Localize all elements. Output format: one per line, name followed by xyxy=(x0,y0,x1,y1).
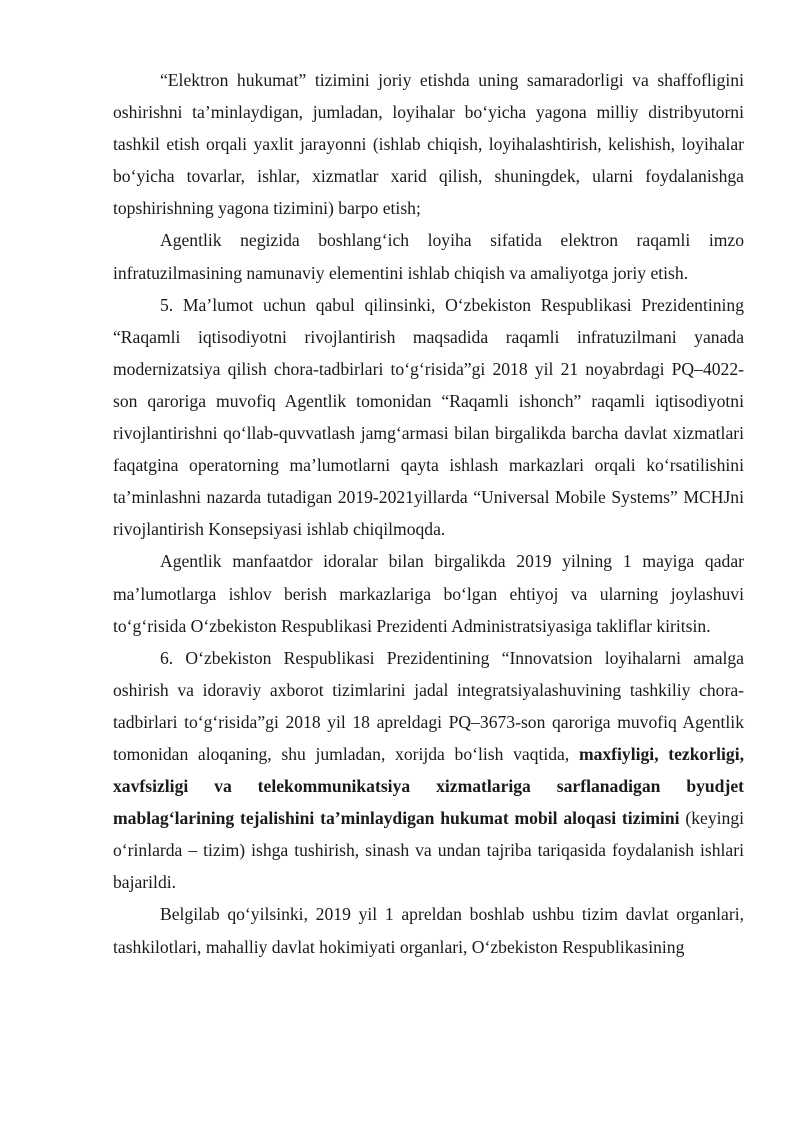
paragraph-data-centers: Agentlik manfaatdor idoralar bilan birgalikda 2019 yilning 1 mayiga qadar ma’lumotlarga ishlov berish markazlariga bo‘lgan ehtiyoj va ularning joylashuvi to‘g‘risida O‘zbekiston Respublikasi Prezidenti Administratsiyasiga takliflar kiritsin. xyxy=(113,551,744,636)
document-page xyxy=(113,64,744,963)
paragraph-item-5: 5. Ma’lumot uchun qabul qilinsinki, O‘zbekiston Respublikasi Prezidentining “Raqamli iqtisodiyotni rivojlantirish maqsadida raqamli infratuzilmani yanada modernizatsiya qilish chora-tadbirlari to‘g‘risida”gi 2018 yil 21 noyabrdagi PQ–4022-son qaroriga muvofiq Agentlik tomonidan “Raqamli ishonch” raqamli iqtisodiyotni rivojlantirishni qo‘llab-quvvatlash jamg‘armasi bilan birgalikda barcha davlat xizmatlari faqatgina operatorning ma’lumotlarni qayta ishlash markazlari orqali ko‘rsatilishini ta’minlashni nazarda tutadigan 2019-2021yillarda “Universal Mobile Systems” MCHJni rivojlantirish Konsepsiyasi ishlab chiqilmoqda. xyxy=(113,294,744,540)
paragraph-item-6 xyxy=(113,642,744,899)
item-6-bold-text: maxfiyligi, tezkorligi, xavfsizligi va telekommunikatsiya xizmatlariga sarflanadigan byudjet mablag‘larining tejalishini ta’minlaydigan hukumat mobil aloqasi tizimini xyxy=(113,743,744,829)
paragraph-digital-signature: Agentlik negizida boshlang‘ich loyiha sifatida elektron raqamli imzo infratuzilmasining namunaviy elementini ishlab chiqish va amaliyotga joriy etish. xyxy=(113,230,744,283)
paragraph-electronic-government: “Elektron hukumat” tizimini joriy etishda uning samaradorligi va shaffofligini oshirishni ta’minlaydigan, jumladan, loyihalar bo‘yicha yagona milliy distribyutorni tashkil etish orqali yaxlit jarayonni (ishlab chiqish, loyihalashtirish, kelishish, loyihalar bo‘yicha tovarlar, ishlar, xizmatlar xarid qilish, shuningdek, ularni foydalanishga topshirishning yagona tizimini) barpo etish; xyxy=(113,70,744,219)
item-6-text-before: 6. O‘zbekiston Respublikasi Prezidentining “Innovatsion loyihalarni amalga oshirish va idoraviy axborot tizimlarini jadal integratsiyalashuvining tashkiliy chora-tadbirlari to‘g‘risida”gi 2018 yil 18 apreldagi PQ–3673-son qaroriga muvofiq Agentlik tomonidan aloqaning, shu jumladan, xorijda bo‘lish vaqtida, xyxy=(113,647,744,764)
paragraph-system-start: Belgilab qo‘yilsinki, 2019 yil 1 apreldan boshlab ushbu tizim davlat organlari, tashkilotlari, mahalliy davlat hokimiyati organlari, O‘zbekiston Respublikasining xyxy=(113,904,744,957)
item-6-text-after: (keyingi o‘rinlarda – tizim) ishga tushirish, sinash va undan tajriba tariqasida foydalanish ishlari bajarildi. xyxy=(113,808,745,893)
